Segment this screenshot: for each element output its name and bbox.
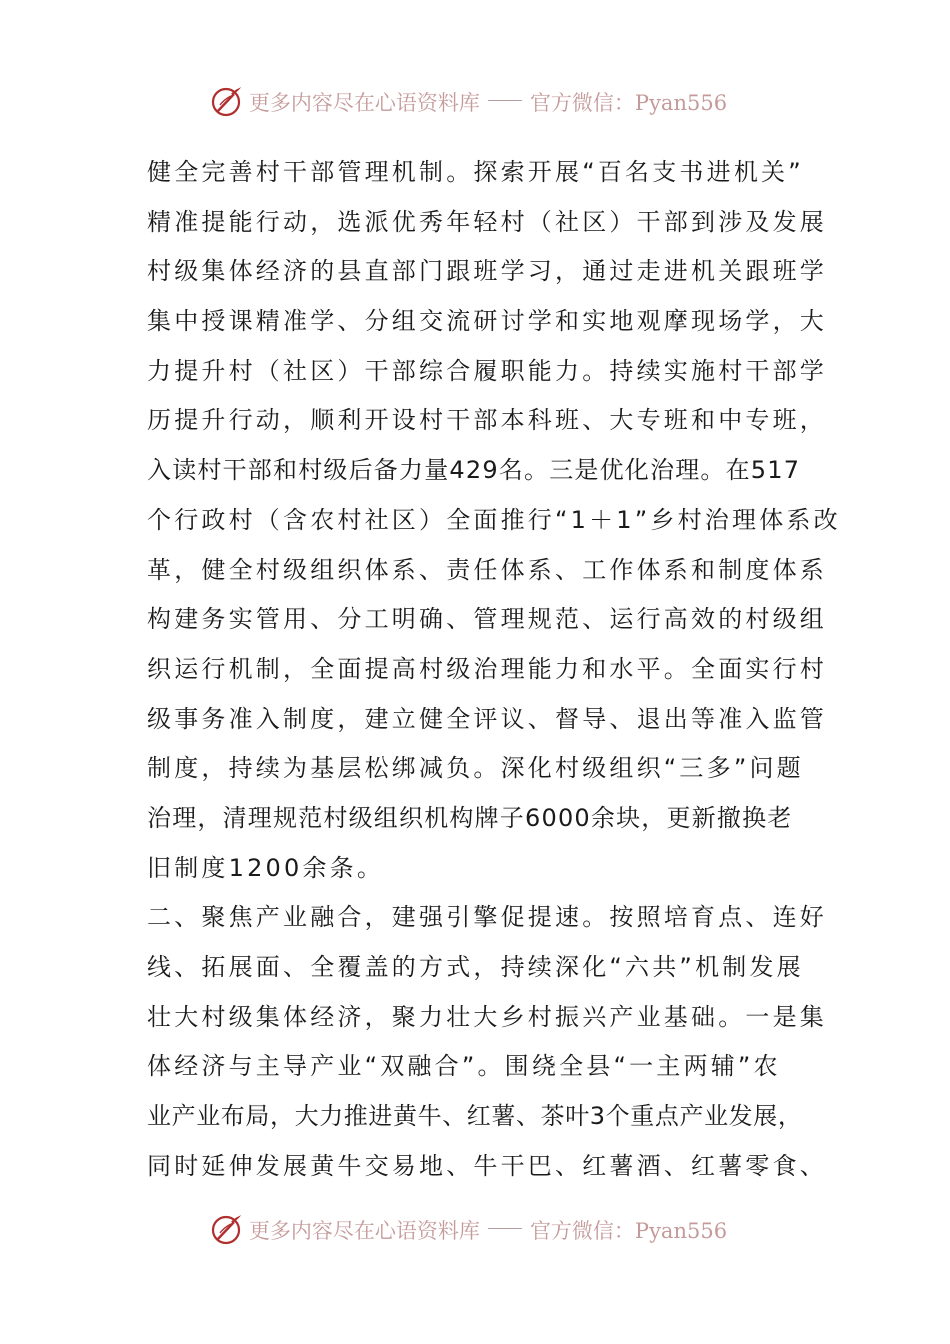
text-line: 壮大村级集体经济，聚力壮大乡村振兴产业基础。一是集 bbox=[147, 1002, 827, 1031]
quill-pen-icon bbox=[209, 85, 243, 119]
text-line: 二、聚焦产业融合，建强引擎促提速。按照培育点、连好 bbox=[147, 903, 827, 932]
header-watermark bbox=[0, 80, 950, 124]
text-line: 力提升村（社区）干部综合履职能力。持续实施村干部学 bbox=[147, 356, 827, 385]
text-line: 构建务实管用、分工明确、管理规范、运行高效的村级组 bbox=[147, 605, 827, 634]
footer-watermark bbox=[0, 1208, 950, 1252]
text-line: 同时延伸发展黄牛交易地、牛干巴、红薯酒、红薯零食、 bbox=[147, 1151, 827, 1180]
text-line: 治理，清理规范村级组织机构牌子6000余块，更新撤换老 bbox=[147, 803, 793, 832]
watermark-divider bbox=[488, 1228, 522, 1229]
document-body bbox=[147, 148, 841, 1191]
text-line: 制度，持续为基层松绑减负。深化村级组织“三多”问题 bbox=[147, 754, 804, 783]
text-line: 级事务准入制度，建立健全评议、督导、退出等准入监管 bbox=[147, 704, 827, 733]
watermark-text-right: 官方微信：Pyan556 bbox=[529, 1219, 728, 1243]
text-line: 旧制度1200余条。 bbox=[147, 853, 385, 882]
text-line: 革，健全村级组织体系、责任体系、工作体系和制度体系 bbox=[147, 555, 827, 584]
text-line: 入读村干部和村级后备力量429名。三是优化治理。在517 bbox=[147, 456, 801, 485]
watermark-divider bbox=[488, 100, 522, 101]
text-line: 体经济与主导产业“双融合”。围绕全县“一主两辅”农 bbox=[147, 1052, 781, 1081]
text-line: 织运行机制，全面提高村级治理能力和水平。全面实行村 bbox=[147, 654, 827, 683]
text-line: 健全完善村干部管理机制。探索开展“百名支书进机关” bbox=[147, 158, 804, 186]
watermark-text-left: 更多内容尽在心语资料库 bbox=[248, 1219, 480, 1243]
quill-pen-icon bbox=[209, 1213, 243, 1247]
text-line: 线、拓展面、全覆盖的方式，持续深化“六共”机制发展 bbox=[147, 953, 804, 981]
text-line: 村级集体经济的县直部门跟班学习，通过走进机关跟班学 bbox=[147, 257, 827, 286]
text-line: 历提升行动，顺利开设村干部本科班、大专班和中专班， bbox=[147, 406, 827, 435]
text-line: 个行政村（含农村社区）全面推行“1＋1”乡村治理体系改 bbox=[147, 505, 841, 534]
text-line: 精准提能行动，选派优秀年轻村（社区）干部到涉及发展 bbox=[147, 207, 827, 236]
text-line: 集中授课精准学、分组交流研讨学和实地观摩现场学，大 bbox=[147, 307, 827, 336]
text-line: 业产业布局，大力推进黄牛、红薯、茶叶3个重点产业发展， bbox=[147, 1102, 803, 1131]
watermark-text-left: 更多内容尽在心语资料库 bbox=[248, 91, 480, 115]
watermark-text-right: 官方微信：Pyan556 bbox=[529, 91, 728, 115]
